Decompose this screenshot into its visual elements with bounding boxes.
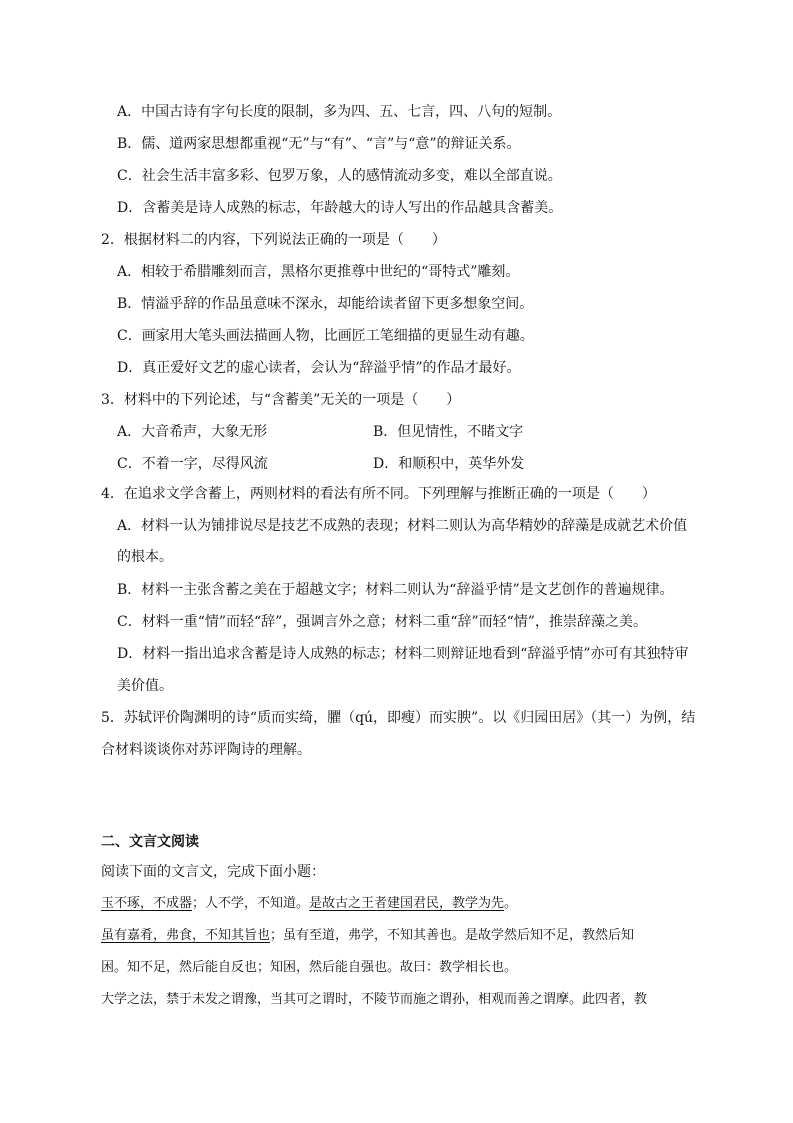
q4-option-a: A．材料一认为铺排说尽是技艺不成熟的表现；材料二则认为高华精妙的辞藻是成就艺术价值 xyxy=(117,518,688,534)
underlined-phrase: 是故古之王者建国君民，教学为先 xyxy=(309,896,505,911)
classical-paragraph-1 xyxy=(101,894,517,914)
q1-option-a: A．中国古诗有字句长度的限制，多为四、五、七言，四、八句的短制。 xyxy=(117,104,562,120)
q5-line-1: 5．苏轼评价陶渊明的诗“质而实绮，臞（qú，即瘦）而实腴”。以《归园田居》（其一）为例，结 xyxy=(101,710,696,726)
plain-text: ；人不学，不知道。 xyxy=(192,896,310,911)
q3-stem: 3．材料中的下列论述，与“含蓄美”无关的一项是（ ） xyxy=(101,392,461,408)
section-title: 二、文言文阅读 xyxy=(101,834,199,850)
plain-text: ；虽有至道，弗学，不知其善也。是故学然后知不足，教然后知 xyxy=(270,928,635,943)
q3-option-a: A．大音希声，大象无形 xyxy=(117,424,268,440)
q1-option-b: B．儒、道两家思想都重视“无”与“有”、“言”与“意”的辩证关系。 xyxy=(117,136,521,152)
q4-option-c: C．材料一重“情”而轻“辞”，强调言外之意；材料二重“辞”而轻“情”，推崇辞藻之美。 xyxy=(117,614,647,630)
q4-option-b: B．材料一主张含蓄之美在于超越文字；材料二则认为“辞溢乎情”是文艺创作的普遍规律。 xyxy=(117,582,674,598)
q3-option-b: B．但见情性，不睹文字 xyxy=(373,424,524,440)
q2-option-c: C．画家用大笔头画法描画人物，比画匠工笔细描的更显生动有趣。 xyxy=(117,328,534,344)
q2-option-d: D．真正爱好文艺的虚心读者，会认为“辞溢乎情”的作品才最好。 xyxy=(117,360,521,376)
q1-option-c: C．社会生活丰富多彩、包罗万象，人的感情流动多变，难以全部直说。 xyxy=(117,168,562,184)
classical-paragraph-2-cont: 困。知不足，然后能自反也；知困，然后能自强也。故曰：教学相长也。 xyxy=(101,960,518,975)
q4-option-a-cont: 的根本。 xyxy=(117,549,173,565)
q2-option-a: A．相较于希腊雕刻而言，黑格尔更推尊中世纪的“哥特式”雕刻。 xyxy=(117,264,520,280)
q2-stem: 2．根据材料二的内容，下列说法正确的一项是（ ） xyxy=(101,232,446,248)
underlined-phrase: 虽有嘉肴，弗食，不知其旨也 xyxy=(101,928,271,943)
q3-option-d: D．和顺积中，英华外发 xyxy=(373,456,525,472)
q5-line-2: 合材料谈谈你对苏评陶诗的理解。 xyxy=(101,742,311,758)
q3-option-c: C．不着一字，尽得风流 xyxy=(117,456,268,472)
q4-option-d-cont: 美价值。 xyxy=(117,678,173,694)
q4-stem: 4．在追求文学含蓄上，两则材料的看法有所不同。下列理解与推断正确的一项是（ ） xyxy=(101,486,656,502)
classical-paragraph-3: 大学之法，禁于未发之谓豫，当其可之谓时，不陵节而施之谓孙，相观而善之谓摩。此四者，教 xyxy=(101,992,648,1007)
underlined-phrase: 玉不琢，不成器 xyxy=(101,896,193,911)
q2-option-b: B．情溢乎辞的作品虽意味不深永，却能给读者留下更多想象空间。 xyxy=(117,296,534,312)
classical-paragraph-2 xyxy=(101,926,634,946)
q1-option-d: D．含蓄美是诗人成熟的标志，年龄越大的诗人写出的作品越具含蓄美。 xyxy=(117,200,563,216)
section-instruction: 阅读下面的文言文，完成下面小题： xyxy=(101,864,325,880)
plain-text: 。 xyxy=(504,896,518,911)
q4-option-d: D．材料一指出追求含蓄是诗人成熟的标志；材料二则辩证地看到“辞溢乎情”亦可有其独特审 xyxy=(117,646,689,662)
